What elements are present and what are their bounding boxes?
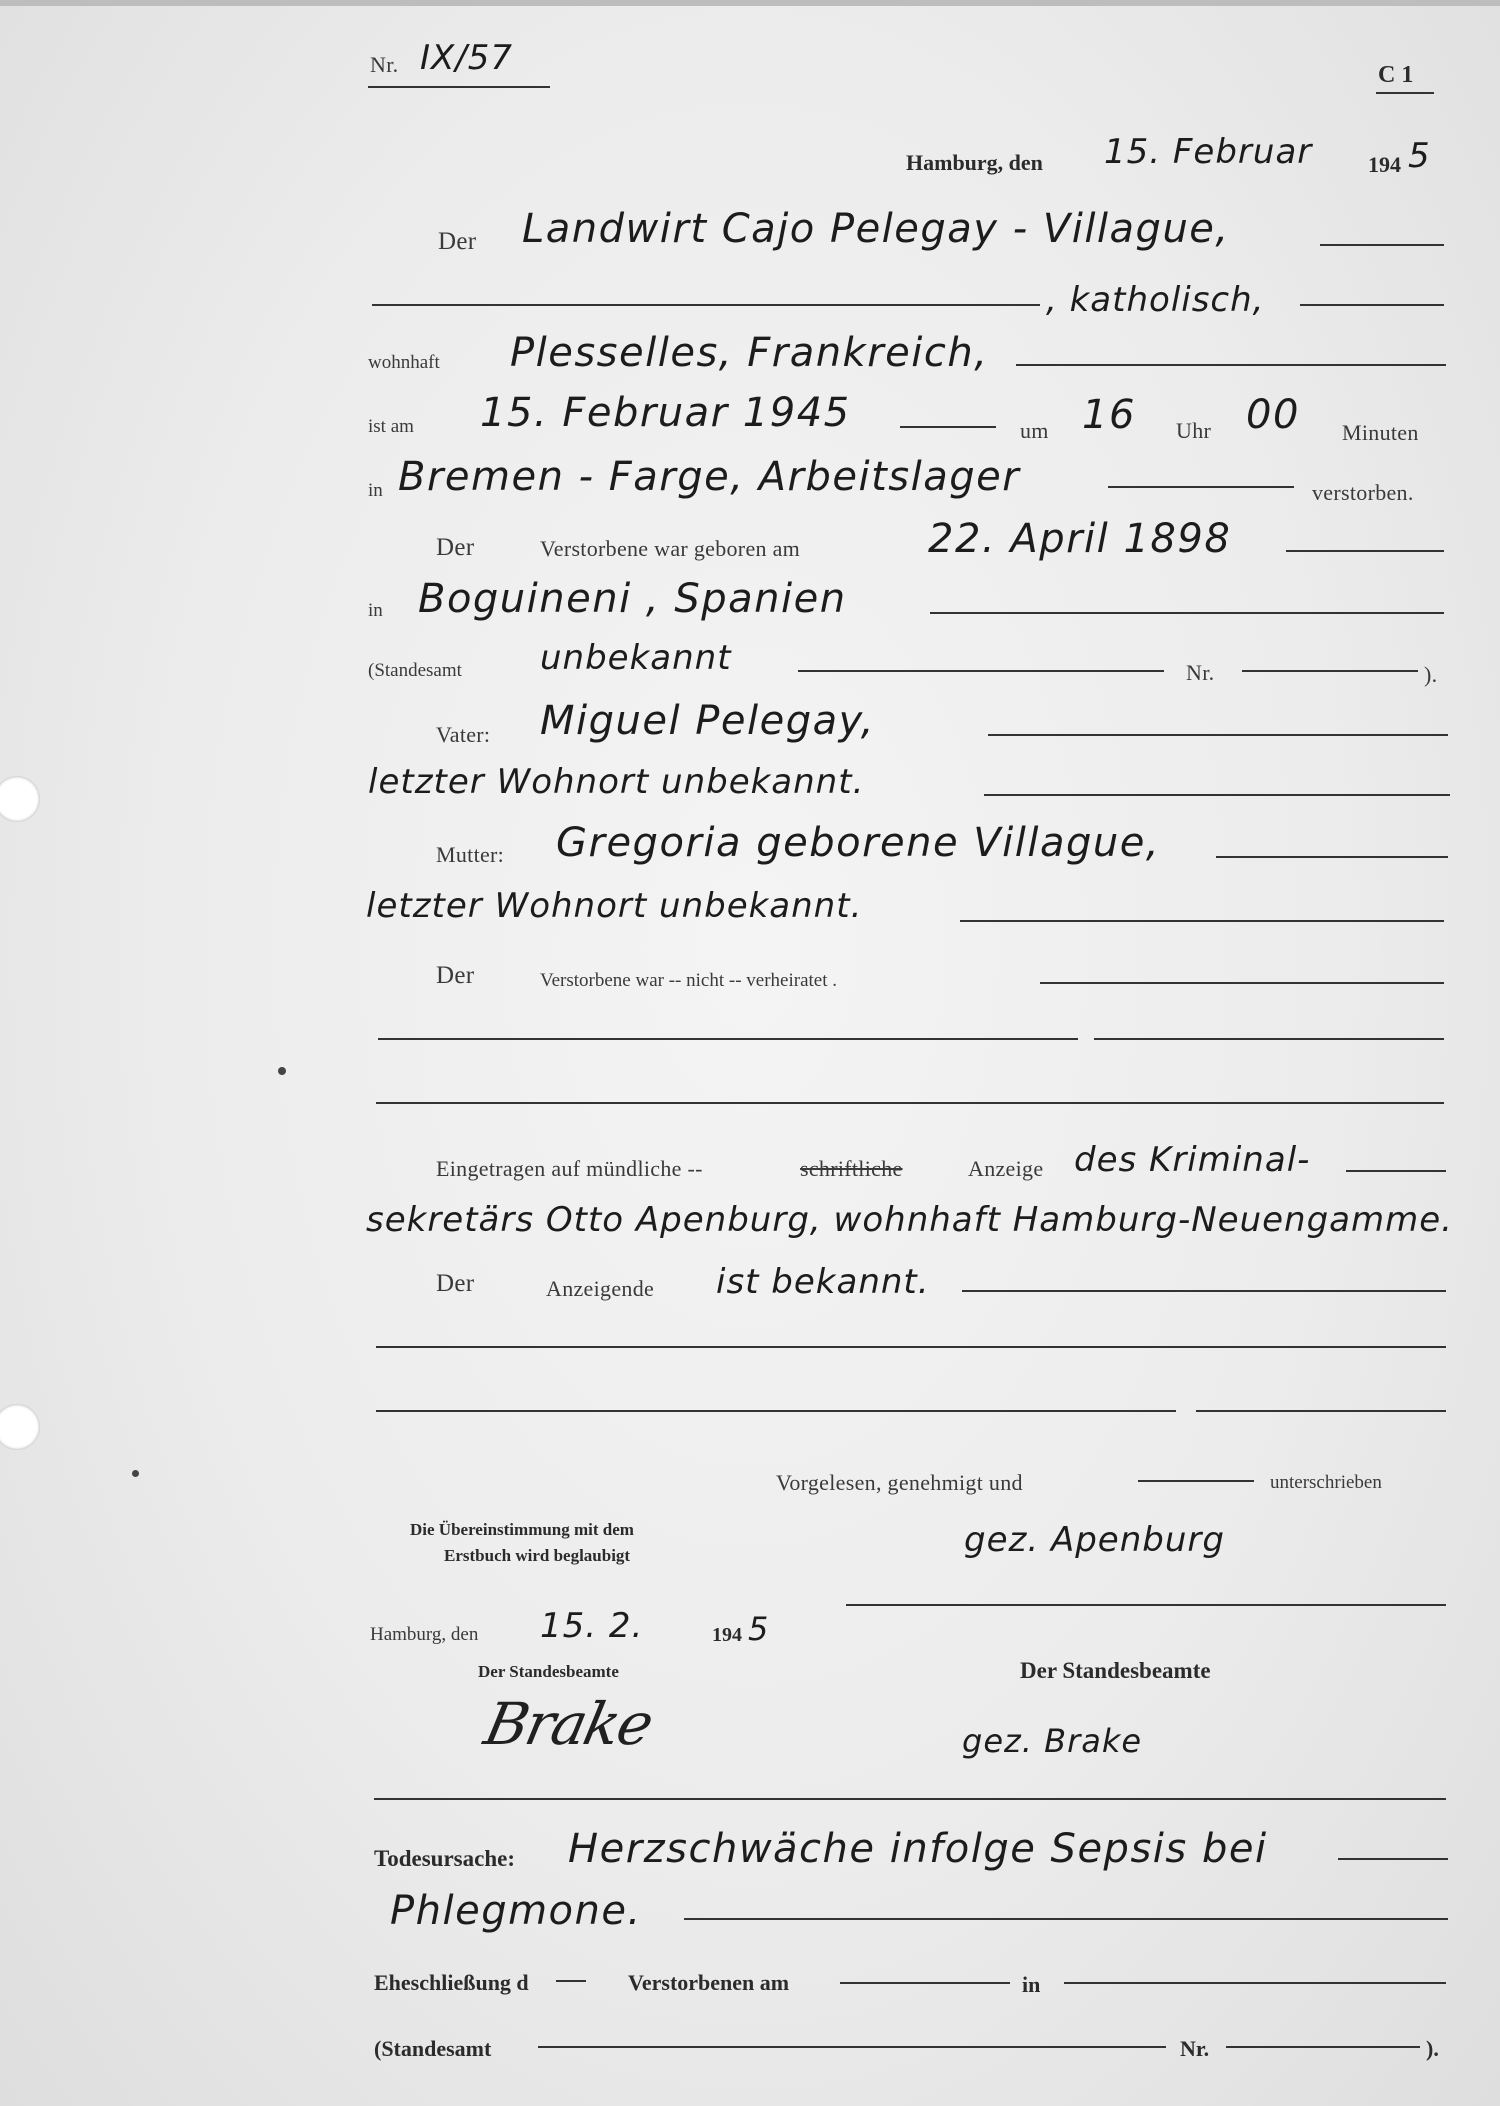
birth-label: Verstorbene war geboren am bbox=[540, 536, 801, 561]
person-religion: , katholisch, bbox=[1046, 280, 1265, 320]
father-name: Miguel Pelegay, bbox=[540, 698, 875, 744]
ink-speck bbox=[278, 1067, 286, 1075]
informant-signature: gez. Apenburg bbox=[964, 1520, 1225, 1560]
report-label-b: Anzeige bbox=[968, 1156, 1044, 1181]
signed-label: unterschrieben bbox=[1270, 1472, 1382, 1493]
person-prefix: Der bbox=[438, 228, 477, 255]
certification-place: Hamburg, den bbox=[370, 1624, 479, 1645]
date-handwritten: 15. Februar bbox=[1104, 132, 1313, 172]
marriage-in-label: in bbox=[1022, 1972, 1041, 1997]
death-minute: 00 bbox=[1246, 392, 1300, 438]
date-year-printed: 194 bbox=[1368, 152, 1401, 177]
mother-label: Mutter: bbox=[436, 842, 505, 867]
certification-line-1: Die Übereinstimmung mit dem bbox=[410, 1520, 634, 1539]
record-number-value: IX/57 bbox=[420, 38, 514, 78]
marriage-registry-close: ). bbox=[1426, 2036, 1439, 2061]
marital-label: Verstorbene war -- nicht -- verheiratet . bbox=[540, 970, 837, 991]
page-top-edge bbox=[0, 0, 1500, 6]
death-minuten-label: Minuten bbox=[1342, 420, 1419, 445]
punch-hole-top bbox=[0, 776, 40, 822]
death-place-label: in bbox=[368, 480, 383, 501]
birth-date: 22. April 1898 bbox=[928, 516, 1232, 562]
report-label-a: Eingetragen auf mündliche -- bbox=[436, 1156, 703, 1181]
cause-value-1: Herzschwäche infolge Sepsis bei bbox=[568, 1826, 1268, 1872]
birth-registry-nr-label: Nr. bbox=[1186, 660, 1215, 685]
informant-known: ist bekannt. bbox=[716, 1262, 930, 1302]
punch-hole-bottom bbox=[0, 1404, 40, 1450]
date-year-handwritten: 5 bbox=[1408, 136, 1431, 176]
residence-label: wohnhaft bbox=[368, 352, 440, 373]
certification-line-2: Erstbuch wird beglaubigt bbox=[444, 1546, 631, 1565]
marriage-label-b: Verstorbenen am bbox=[628, 1970, 790, 1995]
report-informant-2: sekretärs Otto Apenburg, wohnhaft Hamburg-Neuengamme. bbox=[366, 1200, 1453, 1240]
registrar-gez: gez. Brake bbox=[962, 1722, 1143, 1760]
informant-label: Anzeigende bbox=[546, 1276, 655, 1301]
record-number-label: Nr. bbox=[370, 52, 399, 77]
residence-value: Plesselles, Frankreich, bbox=[510, 330, 989, 376]
death-date: 15. Februar 1945 bbox=[480, 390, 851, 436]
registrar-signature: Brake bbox=[478, 1690, 658, 1758]
person-name: Landwirt Cajo Pelegay - Villague, bbox=[522, 206, 1230, 252]
registrar-small-label: Der Standesbeamte bbox=[478, 1662, 619, 1681]
read-approved-label: Vorgelesen, genehmigt und bbox=[776, 1470, 1023, 1495]
report-label-struck: schriftliche bbox=[800, 1156, 903, 1181]
birth-registry-value: unbekannt bbox=[540, 638, 732, 678]
birth-registry-label: (Standesamt bbox=[368, 660, 462, 681]
birth-prefix: Der bbox=[436, 534, 475, 561]
birth-place: Boguineni , Spanien bbox=[418, 576, 847, 622]
death-date-label: ist am bbox=[368, 416, 414, 437]
death-verstorben-label: verstorben. bbox=[1312, 480, 1414, 505]
father-residence: letzter Wohnort unbekannt. bbox=[368, 762, 865, 802]
marriage-registry-nr-label: Nr. bbox=[1180, 2036, 1210, 2061]
death-hour: 16 bbox=[1082, 392, 1136, 438]
informant-prefix: Der bbox=[436, 1270, 475, 1297]
mother-name: Gregoria geborene Villague, bbox=[556, 820, 1161, 866]
death-um-label: um bbox=[1020, 418, 1049, 443]
birth-registry-close: ). bbox=[1424, 662, 1438, 687]
registrar-label: Der Standesbeamte bbox=[1020, 1658, 1211, 1683]
death-uhr-label: Uhr bbox=[1176, 418, 1212, 443]
form-code: C 1 bbox=[1378, 62, 1414, 88]
report-informant-1: des Kriminal- bbox=[1074, 1140, 1311, 1180]
mother-residence: letzter Wohnort unbekannt. bbox=[366, 886, 863, 926]
father-label: Vater: bbox=[436, 722, 491, 747]
cause-value-2: Phlegmone. bbox=[390, 1888, 642, 1934]
death-place: Bremen - Farge, Arbeitslager bbox=[398, 454, 1021, 500]
certification-year-printed: 194 bbox=[712, 1624, 742, 1646]
ink-speck bbox=[132, 1470, 139, 1477]
birth-place-label: in bbox=[368, 600, 383, 621]
certification-date: 15. 2. bbox=[540, 1606, 644, 1646]
date-place-label: Hamburg, den bbox=[906, 150, 1043, 175]
cause-label: Todesursache: bbox=[374, 1846, 515, 1871]
certification-year-handwritten: 5 bbox=[748, 1610, 770, 1648]
marriage-registry-label: (Standesamt bbox=[374, 2036, 492, 2061]
marital-prefix: Der bbox=[436, 962, 475, 989]
marriage-label: Eheschließung d bbox=[374, 1970, 529, 1995]
